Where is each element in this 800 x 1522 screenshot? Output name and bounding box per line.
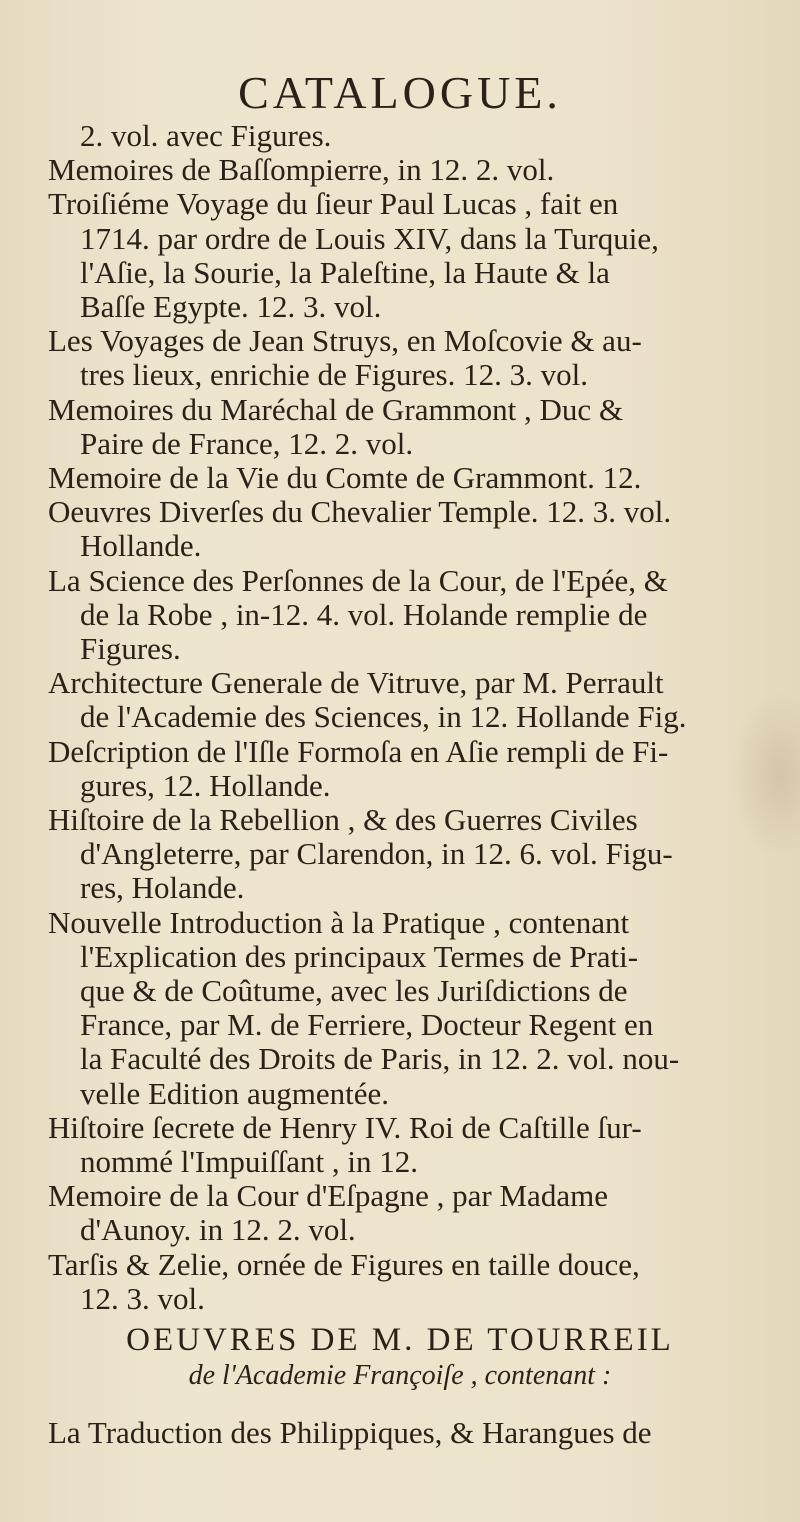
entry-line: tres lieux, enrichie de Figures. 12. 3. vol. <box>80 357 588 392</box>
entry-line: d'Angleterre, par Clarendon, in 12. 6. vol. Figu- <box>80 836 673 871</box>
entry-line: gures, 12. Hollande. <box>80 768 331 803</box>
entry-line: Memoire de la Cour d'Eſpagne , par Madame <box>48 1178 608 1213</box>
entry-line: Oeuvres Diverſes du Chevalier Temple. 12. 3. vol. <box>48 494 672 529</box>
entry-line: Architecture Generale de Vitruve, par M. Perrault <box>48 665 664 700</box>
page-header: CATALOGUE. <box>238 67 562 118</box>
entry-line: Memoire de la Vie du Comte de Grammont. 12. <box>48 460 642 495</box>
entry-line: nommé l'Impuiſſant , in 12. <box>80 1144 418 1179</box>
section-subtitle: de l'Academie Françoiſe , contenant : <box>188 1360 612 1391</box>
entry-line: de l'Academie des Sciences, in 12. Hollande Fig. <box>80 699 687 734</box>
last-entry-line: La Traduction des Philippiques, & Harangues de <box>48 1415 652 1450</box>
paper-stain <box>730 690 800 860</box>
entry-line: Memoires de Baſſompierre, in 12. 2. vol. <box>48 152 555 187</box>
entry-line: Hiſtoire de la Rebellion , & des Guerres Civiles <box>48 802 638 837</box>
entry-line: Hiſtoire ſecrete de Henry IV. Roi de Caſtille ſur- <box>48 1110 642 1145</box>
entry-line: Hollande. <box>80 528 202 563</box>
entry-line: 1714. par ordre de Louis XIV, dans la Turquie, <box>80 221 659 256</box>
entry-line: Figures. <box>80 631 181 666</box>
entry-line: la Faculté des Droits de Paris, in 12. 2. vol. nou- <box>80 1041 680 1076</box>
entry-line: l'Explication des principaux Termes de Prati- <box>80 939 639 974</box>
entry-line: Troiſiéme Voyage du ſieur Paul Lucas , fait en <box>48 186 619 221</box>
entry-line: Paire de France, 12. 2. vol. <box>80 426 414 461</box>
entry-line: Deſcription de l'Iſle Formoſa en Aſie rempli de Fi- <box>48 734 669 769</box>
entry-line: France, par M. de Ferriere, Docteur Regent en <box>80 1007 654 1042</box>
entry-line: Nouvelle Introduction à la Pratique , contenant <box>48 905 630 940</box>
entry-line: d'Aunoy. in 12. 2. vol. <box>80 1212 356 1247</box>
entry-line: velle Edition augmentée. <box>80 1076 390 1111</box>
entry-line: 12. 3. vol. <box>80 1281 205 1316</box>
entry-line: Tarſis & Zelie, ornée de Figures en taille douce, <box>48 1247 640 1282</box>
section-title: OEUVRES DE M. DE TOURREIL <box>126 1322 674 1358</box>
entry-line: 2. vol. avec Figures. <box>80 118 332 153</box>
entry-line: Les Voyages de Jean Struys, en Moſcovie & au- <box>48 323 642 358</box>
entry-line: Baſſe Egypte. 12. 3. vol. <box>80 289 382 324</box>
entry-line: que & de Coûtume, avec les Juriſdictions de <box>80 973 628 1008</box>
entry-line: Memoires du Maréchal de Grammont , Duc & <box>48 392 624 427</box>
entry-line: l'Aſie, la Sourie, la Paleſtine, la Haute & la <box>80 255 610 290</box>
entry-line: de la Robe , in-12. 4. vol. Holande remplie de <box>80 597 648 632</box>
entry-line: La Science des Perſonnes de la Cour, de l'Epée, & <box>48 563 668 598</box>
entry-line: res, Holande. <box>80 870 245 905</box>
